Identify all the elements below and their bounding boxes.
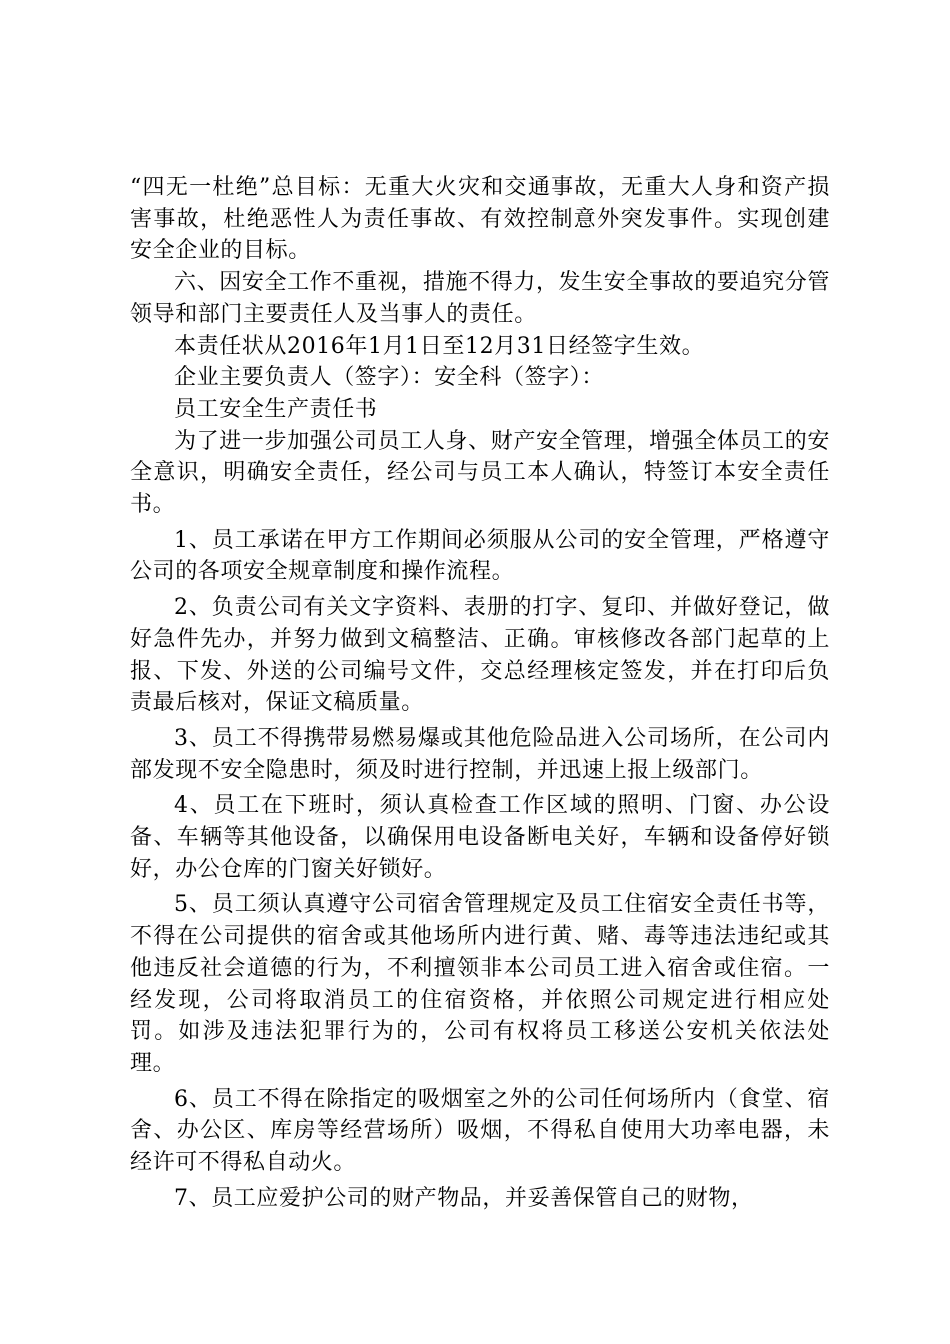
paragraph-effective-date: 本责任状从2016年1月1日至12月31日经签字生效。 (174, 333, 705, 359)
paragraph-item-3: 3、员工不得携带易燃易爆或其他危险品进入公司场所，在公司内部发现不安全隐患时，须及时进行控制，并迅速上报上级部门。 (130, 725, 830, 783)
paragraph-item-2: 2、负责公司有关文字资料、表册的打字、复印、并做好登记，做好急件先办，并努力做到文稿整洁、正确。审核修改各部门起草的上报、下发、外送的公司编号文件，交总经理核定签发，并在打印后负责最后核对，保证文稿质量。 (130, 595, 830, 716)
paragraph-item-5: 5、员工须认真遵守公司宿舍管理规定及员工住宿安全责任书等，不得在公司提供的宿舍或其他场所内进行黄、赌、毒等违法违纪或其他违反社会道德的行为，不利擅领非本公司员工进入宿舍或住宿。一经发现，公司将取消员工的住宿资格，并依照公司规定进行相应处罚。如涉及违法犯罪行为的，公司有权将员工移送公安机关依法处理。 (130, 892, 830, 1076)
paragraph-item-7: 7、员工应爱护公司的财产物品，并妥善保管自己的财物， (174, 1185, 754, 1211)
paragraph-item-six: 六、因安全工作不重视，措施不得力，发生安全事故的要追究分管领导和部门主要责任人及当事人的责任。 (130, 270, 830, 327)
section-title: 员工安全生产责任书 (174, 396, 378, 422)
paragraph-item-4: 4、员工在下班时，须认真检查工作区域的照明、门窗、办公设备、车辆等其他设备，以确保用电设备断电关好，车辆和设备停好锁好，办公仓库的门窗关好锁好。 (130, 793, 830, 882)
paragraph-item-1: 1、员工承诺在甲方工作期间必须服从公司的安全管理，严格遵守公司的各项安全规章制度和操作流程。 (130, 527, 830, 585)
paragraph-intro: 为了进一步加强公司员工人身、财产安全管理，增强全体员工的安全意识，明确安全责任，经公司与员工本人确认，特签订本安全责任书。 (130, 428, 830, 518)
paragraph-goal: “四无一杜绝”总目标：无重大火灾和交通事故，无重大人身和资产损害事故，杜绝恶性人为责任事故、有效控制意外突发事件。实现创建安全企业的目标。 (130, 175, 830, 264)
document-body (130, 172, 830, 1215)
paragraph-signatures: 企业主要负责人（签字）：安全科（签字）： (174, 365, 605, 391)
paragraph-item-6: 6、员工不得在除指定的吸烟室之外的公司任何场所内（食堂、宿舍、办公区、库房等经营场所）吸烟，不得私自使用大功率电器，未经许可不得私自动火。 (130, 1086, 830, 1176)
